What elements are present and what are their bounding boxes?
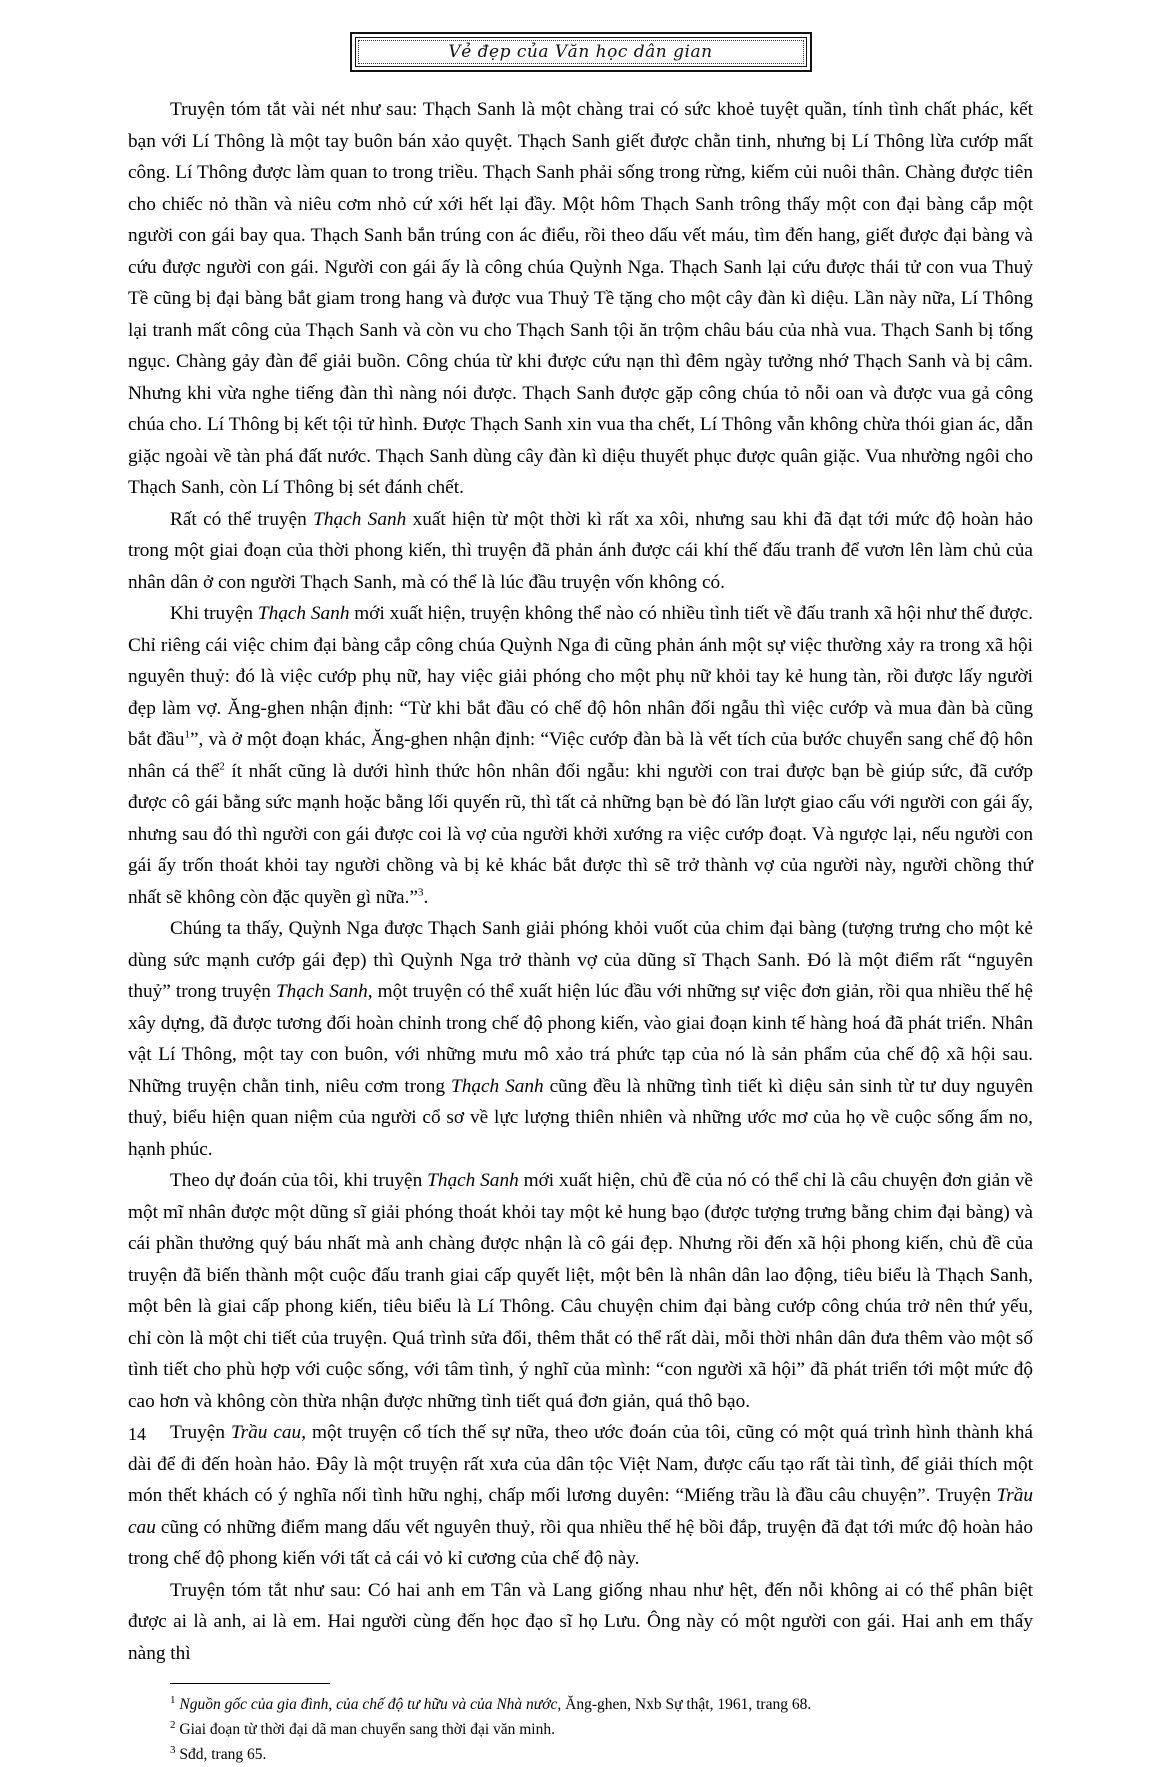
p3-title-thach-sanh: Thạch Sanh [257, 603, 350, 624]
p4-title-thach-sanh-1: Thạch Sanh [275, 981, 368, 1002]
p5-part-a: Theo dự đoán của tôi, khi truyện [170, 1170, 428, 1191]
footnote-1 [128, 1692, 1033, 1717]
footnote-1-marker: 1 [170, 1693, 176, 1706]
p6-part-a: Truyện [170, 1422, 231, 1443]
footnote-2-rest: Giai đoạn từ thời đại dã man chuyển sang thời đại văn minh. [179, 1721, 555, 1738]
p3-part-c: ”, và ở một đoạn khác, Ăng-ghen nhận định: “Việc cướp đàn bà là vết tích của bước chuyển sang chế độ hôn nhân cá thể [128, 729, 1033, 782]
paragraph-1 [128, 94, 1033, 504]
p6-part-c: cũng có những điểm mang dấu vết nguyên thuỷ, rồi qua nhiều thế hệ bồi đắp, truyện đã đạt tới mức độ hoàn hảo trong chế độ phong kiến với tất cả cái vỏ kỉ cương của chế độ này. [128, 1516, 1033, 1569]
paragraph-7 [128, 1575, 1033, 1670]
p5-part-b: mới xuất hiện, chủ đề của nó có thể chỉ là câu chuyện đơn giản về một mĩ nhân được một dũng sĩ giải phóng thoát khỏi tay một kẻ hung bạo (được tượng trưng bằng chim đại bàng) và cái phần thưởng quý báu nhất mà anh chàng được nhận là cô gái đẹp. Nhưng rồi đến xã hội phong kiến, chủ đề của truyện đã biến thành một cuộc đấu tranh giai cấp quyết liệt, một bên là nhân dân lao động, tiêu biểu là Thạch Sanh, một bên là giai cấp phong kiến, tiêu biểu là Lí Thông. Câu chuyện chim đại bàng cướp công chúa trở nên thứ yếu, chỉ còn là một chi tiết của truyện. Quá trình sửa đổi, thêm thắt có thể rất dài, mỗi thời nhân dân đưa thêm vào một số tình tiết cho phù hợp với cuộc sống, với tâm tình, ý nghĩ của mình: “con người xã hội” đã phát triển tới một mức độ cao hơn và không còn thừa nhận được những tình tiết quá đơn giản, quá thô bạo. [128, 1170, 1033, 1412]
footnote-3-rest: Sđd, trang 65. [179, 1746, 267, 1763]
footnote-3-marker: 3 [170, 1743, 176, 1756]
body-text [128, 94, 1033, 1669]
footnote-separator-rule [170, 1683, 330, 1684]
p4-part-b: , một truyện có thể xuất hiện lúc đầu với những sự việc đơn giản, rồi qua nhiều thế hệ xây dựng, đã được tương đối hoàn chỉnh trong chế độ phong kiến, vào giai đoạn kinh tế hàng hoá đã phát triển. Nhân vật Lí Thông, một tay con buôn, với những mưu mô xảo trá phức tạp của nó là sản phẩm của chế độ xã hội sau. Những truyện chằn tinh, niêu cơm trong [128, 981, 1033, 1097]
p4-part-a: Chúng ta thấy, Quỳnh Nga được Thạch Sanh giải phóng khỏi vuốt của chim đại bàng (tượng trưng cho một kẻ dùng sức mạnh cướp gái đẹp) thì Quỳnh Nga trở thành vợ của dũng sĩ Thạch Sanh. Đó là một điểm rất “nguyên thuỷ” trong truyện [128, 918, 1033, 1002]
paragraph-1-text: Truyện tóm tắt vài nét như sau: Thạch Sanh là một chàng trai có sức khoẻ tuyệt quần, tính tình chất phác, kết bạn với Lí Thông là một tay buôn bán xảo quyệt. Thạch Sanh giết được chằn tinh, nhưng bị Lí Thông lừa cướp mất công. Lí Thông được làm quan to trong triều. Thạch Sanh phải sống trong rừng, kiếm củi nuôi thân. Chàng được tiên cho chiếc nỏ thần và niêu cơm nhỏ cứ xới hết lại đầy. Một hôm Thạch Sanh trông thấy một con đại bàng cắp một người con gái bay qua. Thạch Sanh bắn trúng con ác điểu, rồi theo dấu vết máu, tìm đến hang, giết được đại bàng và cứu được người con gái. Người con gái ấy là công chúa Quỳnh Nga. Thạch Sanh lại cứu được thái tử con vua Thuỷ Tề cũng bị đại bàng bắt giam trong hang và được vua Thuỷ Tề tặng cho một cây đàn kì diệu. Lần này nữa, Lí Thông lại tranh mất công của Thạch Sanh và còn vu cho Thạch Sanh tội ăn trộm châu báu của nhà vua. Thạch Sanh bị tống ngục. Chàng gảy đàn để giải buồn. Công chúa từ khi được cứu nạn thì đêm ngày tưởng nhớ Thạch Sanh và bị câm. Nhưng khi vừa nghe tiếng đàn thì nàng nói được. Thạch Sanh được gặp công chúa tỏ nỗi oan và được vua gả công chúa cho. Lí Thông bị kết tội tử hình. Được Thạch Sanh xin vua tha chết, Lí Thông vẫn không chừa thói gian ác, dẫn giặc ngoài về tàn phá đất nước. Thạch Sanh dùng cây đàn kì diệu thuyết phục được quân giặc. Vua nhường ngôi cho Thạch Sanh, còn Lí Thông bị sét đánh chết. [128, 99, 1033, 498]
footnote-1-title: Nguồn gốc của gia đình, của chế độ tư hữu và của Nhà nước [179, 1696, 558, 1713]
footnote-ref-3: 3 [417, 886, 424, 899]
page-header [350, 32, 812, 72]
footnote-1-rest: , Ăng-ghen, Nxb Sự thật, 1961, trang 68. [557, 1696, 812, 1713]
p2-part-a: Rất có thể truyện [170, 508, 314, 530]
p5-title-thach-sanh: Thạch Sanh [427, 1170, 519, 1191]
paragraph-3 [128, 598, 1033, 913]
footnotes-section [128, 1683, 1033, 1767]
p2-part-b: xuất hiện từ một thời kì rất xa xôi, nhưng sau khi đã đạt tới mức độ hoàn hảo trong một giai đoạn của thời phong kiến, thì truyện đã phản ánh được cái khí thế đấu tranh để vươn lên làm chủ của nhân dân ở con người Thạch Sanh, mà có thể là lúc đầu truyện vốn không có. [128, 508, 1033, 593]
footnote-2-marker: 2 [170, 1718, 176, 1731]
p6-title-trau-cau-2: Trầu cau [128, 1485, 1033, 1538]
p3-part-d: ít nhất cũng là dưới hình thức hôn nhân đối ngẫu: khi người con trai được bạn bè giúp sức, đã cướp được cô gái bằng sức mạnh hoặc bằng lối quyến rũ, thì tất cả những bạn bè đó lần lượt giao cấu với người con gái ấy, nhưng sau đó thì người con gái được coi là vợ của người khởi xướng ra việc cướp đoạt. Và ngược lại, nếu người con gái ấy trốn thoát khỏi tay người chồng và bị kẻ khác bắt được thì sẽ trở thành vợ của người này, người chồng thứ nhất sẽ không còn đặc quyền gì nữa.” [128, 760, 1033, 908]
paragraph-6 [128, 1417, 1033, 1575]
footnote-ref-2: 2 [219, 760, 225, 773]
p7-part-a: Truyện tóm tắt như sau: Có hai anh em Tân và Lang giống nhau như hệt, đến nỗi không ai có thể phân biệt được ai là anh, ai là em. Hai người cùng đến học đạo sĩ họ Lưu. Ông này có một người con gái. Hai anh em thấy nàng thì [128, 1579, 1033, 1664]
p3-part-a: Khi truyện [170, 603, 258, 624]
header-title: Vẻ đẹp của Văn học dân gian [448, 42, 713, 62]
p4-part-c: cũng đều là những tình tiết kì diệu sản sinh từ tư duy nguyên thuỷ, biểu hiện quan niệm của người cổ sơ về lực lượng thiên nhiên và những ước mơ của họ về cuộc sống ấm no, hạnh phúc. [128, 1075, 1033, 1160]
p2-title-thach-sanh: Thạch Sanh [313, 508, 407, 530]
footnote-ref-1: 1 [184, 728, 190, 741]
paragraph-4 [128, 913, 1033, 1165]
footnote-2 [128, 1717, 1033, 1742]
paragraph-5 [128, 1165, 1033, 1417]
p3-part-e: . [423, 886, 429, 908]
footnote-3 [128, 1742, 1033, 1767]
page-number: 14 [128, 1424, 146, 1444]
p3-part-b: mới xuất hiện, truyện không thể nào có nhiều tình tiết về đấu tranh xã hội như thế được. Chỉ riêng cái việc chim đại bàng cắp công chúa Quỳnh Nga đi cũng phản ánh một sự việc thường xảy ra trong xã hội nguyên thuỷ: đó là việc cướp phụ nữ, hay việc giải phóng cho một phụ nữ khỏi tay kẻ hung tàn, rồi được lấy người đẹp làm vợ. Ăng-ghen nhận định: “Từ khi bắt đầu có chế độ hôn nhân đối ngẫu thì việc cướp và mua đàn bà cũng bắt đầu [128, 603, 1034, 750]
p4-title-thach-sanh-2: Thạch Sanh [450, 1075, 544, 1097]
p6-title-trau-cau-1: Trầu cau [230, 1422, 302, 1443]
p6-part-b: , một truyện cổ tích thế sự nữa, theo ước đoán của tôi, cũng có một quá trình hình thành khá dài để đi đến hoàn hảo. Đây là một truyện rất xưa của dân tộc Việt Nam, được cấu tạo rất tài tình, để giải thích một món thết khách có ý nghĩa nối tình hữu nghị, chấp mối lương duyên: “Miếng trầu là đầu câu chuyện”. Truyện [128, 1422, 1033, 1506]
paragraph-2 [128, 504, 1033, 599]
